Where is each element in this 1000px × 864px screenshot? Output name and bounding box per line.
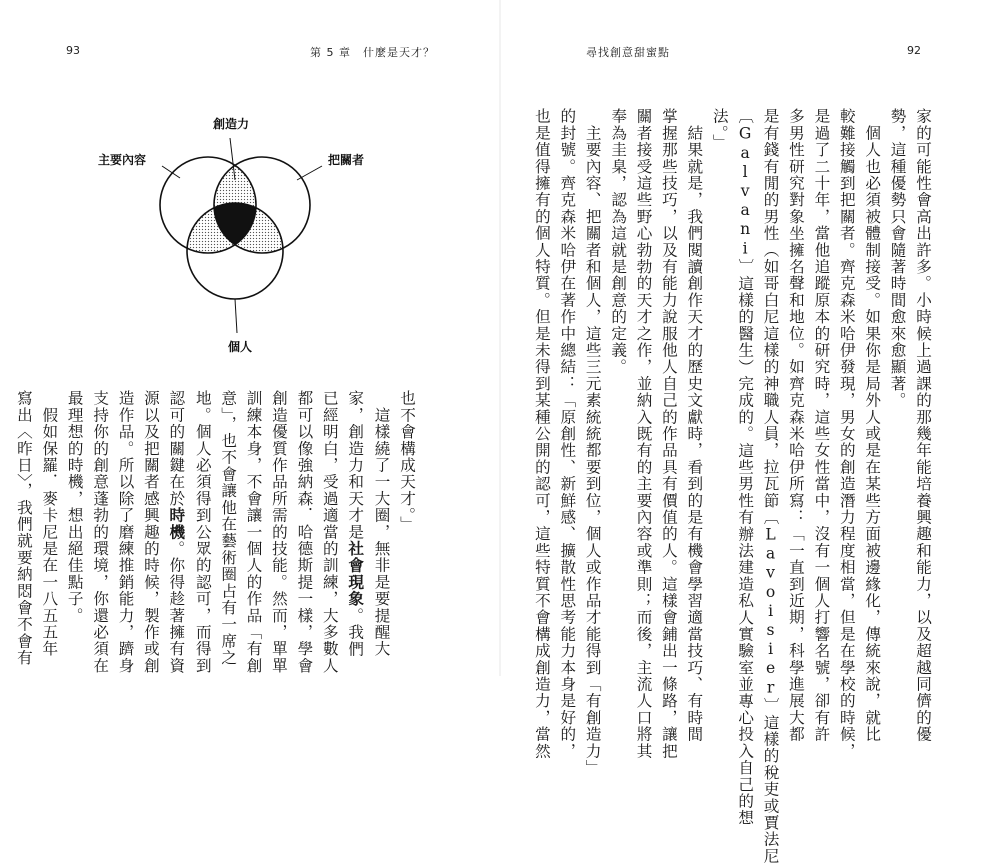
leader-line-individual — [235, 299, 237, 333]
left-page-number: 93 — [66, 44, 80, 57]
right-page-body — [532, 108, 935, 864]
bold-term: 社會現象 — [346, 540, 366, 608]
text-line: 地。個人必須得到公眾的認可，而得到 — [193, 390, 212, 674]
text-line: 支持你的創意蓬勃的環境，你還必須在 — [91, 390, 110, 674]
text-line: 家的可能性會高出許多。小時候上過課的那幾年能培養興趣和能力，以及超越同儕的優 — [914, 108, 932, 743]
label-main-content: 主要內容 — [98, 153, 147, 167]
right-page-number: 92 — [907, 44, 921, 57]
text-line: 是過了二十年，當他追蹤原本的研究時，這些女性當中，沒有一個人打響名號，卻有許 — [812, 108, 831, 743]
label-creativity: 創造力 — [212, 117, 250, 131]
left-page-body — [14, 390, 419, 674]
text-line: 假如保羅．麥卡尼是在一八五五年 — [40, 390, 59, 658]
text-line: 寫出〈昨日〉，我們就要納悶會不會有 — [14, 390, 33, 667]
label-individual: 個人 — [227, 340, 253, 354]
text-line: 較難接觸到把關者。齊克森米哈伊發現，男女的創造潛力程度相當，但是在學校的時候， — [837, 108, 856, 760]
text-line: 主要內容、把關者和個人，這些三元素統統都要到位，個人或作品才能得到「有創造力」 — [583, 108, 602, 776]
text-line: 訓練本身，不會讓一個人的作品「有創 — [244, 390, 263, 674]
text-line: 多男性研究對象坐擁名聲和地位。如齊克森米哈伊所寫：「一直到近期，科學進展大都 — [786, 108, 805, 743]
text-line: 家，創造力和天才是社會現象。我們 — [346, 390, 366, 658]
text-line: 已經明白，受過適當的訓練，大多數人 — [320, 390, 339, 674]
text-line: 關者接受這些野心勃勃的天才之作，並納入既有的主要內容或準則；而後，主流人口將其 — [634, 108, 653, 760]
chapter-header: 第 5 章 什麼是天才？ — [310, 46, 435, 59]
text-line: 造作品。所以除了磨練推銷能力，躋身 — [116, 390, 135, 674]
text-line: 掌握那些技巧，以及有能力說服他人自己的作品具有價值的人。這樣會鋪出一條路，讓把 — [659, 108, 678, 760]
text-line: 意」，也不會讓他在藝術圈占有一席之 — [219, 390, 238, 667]
bold-term: 時機 — [167, 506, 187, 541]
text-line: 結果就是，我們閱讀創作天才的歷史文獻時，看到的是有機會學習適當技巧、有時間 — [685, 108, 704, 743]
text-line: 個人也必須被體制接受。如果你是局外人或是在某些方面被邊緣化，傳統來說，就比 — [863, 108, 882, 743]
text-line: 都可以像強納森．哈德斯提一樣，學會 — [295, 390, 314, 674]
text-line: 是有錢有閒的男性（如哥白尼這樣的神職人員，拉瓦節〔Lavoisier〕這樣的稅吏或賈法尼 — [761, 108, 780, 864]
text-line: 源以及把關者感興趣的時候，製作或創 — [141, 390, 160, 674]
text-line: 法。」 — [710, 108, 729, 151]
text-line: 也不會構成天才。」 — [398, 390, 416, 533]
page-gutter — [499, 0, 501, 676]
label-gatekeeper: 把關者 — [328, 153, 365, 167]
text-line: 最理想的時機，想出絕佳點子。 — [65, 390, 84, 624]
venn-diagram — [90, 108, 380, 358]
text-line: 認可的關鍵在於時機。你得趁著擁有資 — [167, 390, 187, 674]
text-line: 奉為圭臬，認為這就是創意的定義。 — [609, 108, 628, 376]
text-line: 〔Galvani〕這樣的醫生）完成的。這些男性有辦法建造私人實驗室並專心投入自己的想 — [736, 108, 755, 827]
text-line: 也是值得擁有的個人特質。但是未得到某種公開的認可，這些特質不會構成創造力，當然 — [532, 108, 551, 760]
text-line: 這樣繞了一大圈，無非是要提醒大 — [372, 390, 391, 658]
text-line: 創造優質作品所需的技能。然而，單單 — [269, 390, 288, 674]
text-line: 勢，這種優勢只會隨著時間愈來愈顯著。 — [888, 108, 907, 409]
text-line: 的封號。齊克森米哈伊在著作中總結：「原創性、新鮮感、擴散性思考能力本身是好的， — [558, 108, 577, 760]
book-title-header: 尋找創意甜蜜點 — [586, 46, 670, 59]
leader-line-gatekeeper — [297, 166, 322, 180]
